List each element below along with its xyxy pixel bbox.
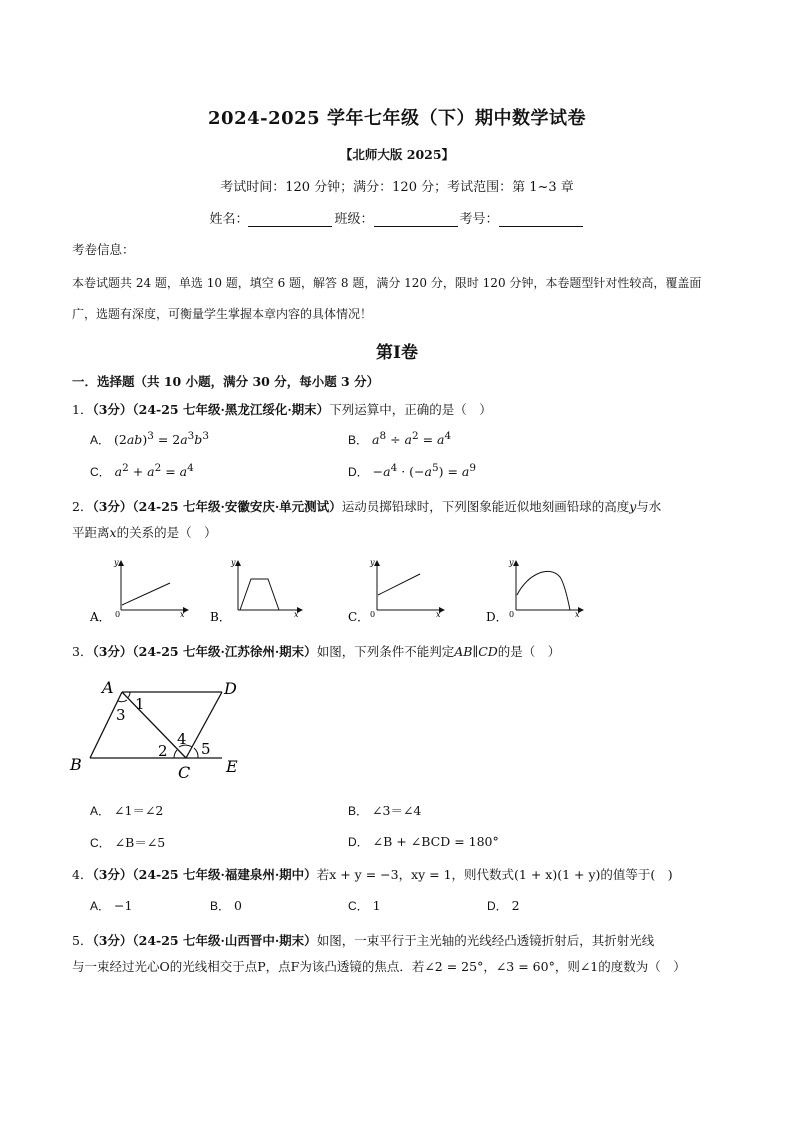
q4-option-d[interactable] bbox=[487, 897, 520, 914]
question-stem: 的关系的是（ ） bbox=[116, 525, 217, 540]
question-number: 2． bbox=[72, 499, 93, 514]
graph-c[interactable] bbox=[348, 558, 444, 624]
name-blank[interactable] bbox=[248, 212, 332, 227]
axis-x-label: x bbox=[180, 610, 185, 619]
question-stem: 平距离 bbox=[72, 525, 110, 540]
option-label: D． bbox=[486, 610, 508, 624]
question-number: 1． bbox=[72, 402, 93, 417]
option-label: B． bbox=[210, 899, 231, 913]
q4-option-c[interactable] bbox=[348, 897, 381, 914]
class-blank[interactable] bbox=[374, 212, 458, 227]
angle-1-label: 1 bbox=[135, 695, 145, 713]
option-label: C． bbox=[90, 836, 111, 850]
curve bbox=[378, 574, 420, 595]
option-label: D． bbox=[487, 899, 508, 913]
option-text: ∠B＝∠5 bbox=[114, 835, 166, 850]
number-label: 考号： bbox=[459, 212, 499, 227]
q3-option-d[interactable] bbox=[348, 833, 499, 850]
q1-option-a[interactable]: A． $(2ab)^3 = 2a^3b^3$ bbox=[90, 430, 209, 448]
question-1 bbox=[72, 397, 724, 423]
option-text: 2 bbox=[511, 898, 520, 913]
question-3 bbox=[72, 639, 724, 665]
origin-label: 0 bbox=[115, 610, 121, 619]
option-label: B． bbox=[348, 804, 369, 818]
option-label: B． bbox=[210, 610, 231, 624]
q4-option-b[interactable] bbox=[210, 897, 242, 914]
curve bbox=[122, 583, 170, 605]
curve bbox=[517, 571, 570, 610]
question-stem: 运动员掷铅球时，下列图象能近似地刻画铅球的高度 bbox=[341, 499, 630, 514]
info-body: 本卷试题共 24 题，单选 10 题，填空 6 题，解答 8 题，满分 120 分，限时 120 分钟，本卷题型针对性较高，覆盖面广，选题有深度，可衡量学生掌握本章内容的具体情况！ bbox=[72, 276, 702, 321]
section-heading: 一．选择题（共 10 小题，满分 30 分，每小题 3 分） bbox=[72, 374, 380, 389]
option-label: D． bbox=[348, 465, 369, 480]
question-stem: 如图，下列条件不能判定 bbox=[316, 644, 455, 659]
question-meta: （3分）（24-25 七年级·江苏徐州·期末） bbox=[92, 644, 317, 659]
axis-y-label: y bbox=[370, 558, 375, 567]
option-label: B． bbox=[348, 433, 369, 448]
option-text: 0 bbox=[234, 898, 242, 913]
info-heading: 考卷信息： bbox=[72, 242, 135, 257]
axis-y-label: y bbox=[114, 558, 119, 567]
option-label: A． bbox=[90, 804, 111, 818]
question-stem: 如图，一束平行于主光轴的光线经凸透镜折射后，其折射光线 bbox=[316, 933, 655, 948]
question-number: 4． bbox=[72, 867, 93, 882]
q3-option-a[interactable] bbox=[90, 801, 163, 819]
axis-y-label: y bbox=[509, 558, 514, 567]
option-text: ∠B + ∠BCD = 180° bbox=[372, 834, 499, 849]
question-5 bbox=[72, 928, 724, 980]
question-2 bbox=[72, 494, 724, 546]
vertex-e: E bbox=[226, 757, 238, 776]
q4-option-a[interactable] bbox=[90, 897, 132, 914]
var-x: x bbox=[109, 525, 117, 540]
angle-2-label: 2 bbox=[158, 742, 168, 760]
option-text: −1 bbox=[114, 898, 133, 913]
option-label: C． bbox=[348, 899, 369, 913]
q3-option-b[interactable] bbox=[348, 801, 421, 819]
number-blank[interactable] bbox=[499, 212, 583, 227]
question-stem: 的是（ ） bbox=[497, 644, 561, 659]
parallel-segments: AB∥CD bbox=[454, 644, 498, 659]
q1-option-b[interactable]: B． $a^8 \div a^2 = a^4$ bbox=[348, 430, 452, 448]
edition-label: 【北师大版 2025】 bbox=[339, 147, 455, 162]
q1-option-c[interactable]: C． $a^2 + a^2 = a^4$ bbox=[90, 462, 194, 480]
graph-d[interactable] bbox=[486, 558, 583, 624]
option-label: C． bbox=[90, 465, 111, 480]
axis-x-label: x bbox=[436, 610, 441, 619]
class-label: 班级： bbox=[334, 212, 374, 227]
q3-option-c[interactable] bbox=[90, 833, 165, 851]
origin-label: 0 bbox=[509, 610, 515, 619]
origin-label: 0 bbox=[370, 610, 376, 619]
question-meta: （3分）（24-25 七年级·黑龙江绥化·期末） bbox=[92, 402, 330, 417]
question-stem: 与水 bbox=[636, 499, 662, 514]
question-4 bbox=[72, 862, 724, 888]
curve bbox=[240, 579, 279, 610]
axis-x-label: x bbox=[294, 610, 299, 619]
question-number: 3． bbox=[72, 644, 93, 659]
option-text: ∠1＝∠2 bbox=[114, 803, 164, 818]
graph-b[interactable] bbox=[210, 558, 302, 624]
question-stem: 若x + y = −3，xy = 1，则代数式(1 + x)(1 + y)的值等于( ) bbox=[316, 867, 673, 882]
graph-a[interactable] bbox=[89, 558, 188, 624]
option-label: A． bbox=[90, 433, 111, 448]
vertex-c: C bbox=[178, 763, 191, 782]
question-meta: （3分）（24-25 七年级·安徽安庆·单元测试） bbox=[92, 499, 342, 514]
angle-3-label: 3 bbox=[116, 706, 126, 724]
q2-graphs bbox=[80, 555, 600, 630]
question-stem: 下列运算中，正确的是（ ） bbox=[329, 402, 492, 417]
vertex-b: B bbox=[70, 755, 82, 774]
volume-title: 第Ⅰ卷 bbox=[376, 343, 418, 363]
angle-5-label: 5 bbox=[201, 740, 211, 758]
vertex-d: D bbox=[224, 679, 237, 698]
option-label: C． bbox=[348, 610, 370, 624]
question-meta: （3分）（24-25 七年级·山西晋中·期末） bbox=[92, 933, 317, 948]
q3-figure bbox=[66, 674, 256, 784]
axis-x-label: x bbox=[575, 610, 580, 619]
question-stem: 与一束经过光心O的光线相交于点P，点F为该凸透镜的焦点．若∠2 = 25°，∠3 = 60°，则∠1的度数为（ ） bbox=[72, 959, 686, 974]
exam-info: 考试时间：120 分钟；满分：120 分；考试范围：第 1~3 章 bbox=[220, 180, 574, 195]
option-label: D． bbox=[348, 835, 369, 849]
question-meta: （3分）（24-25 七年级·福建泉州·期中） bbox=[92, 867, 317, 882]
option-label: A． bbox=[90, 899, 111, 913]
exam-title: 2024-2025 学年七年级（下）期中数学试卷 bbox=[208, 108, 586, 129]
name-label: 姓名： bbox=[209, 212, 249, 227]
option-label: A． bbox=[90, 610, 111, 624]
var-y: y bbox=[629, 499, 637, 514]
q1-option-d[interactable]: D． $-a^4 \cdot (-a^5) = a^9$ bbox=[348, 462, 476, 480]
option-text: ∠3＝∠4 bbox=[372, 803, 422, 818]
vertex-a: A bbox=[102, 678, 114, 697]
axis-y-label: y bbox=[231, 558, 236, 567]
option-text: 1 bbox=[372, 898, 381, 913]
question-number: 5． bbox=[72, 933, 93, 948]
student-fields bbox=[0, 208, 794, 227]
angle-4-label: 4 bbox=[177, 730, 187, 748]
